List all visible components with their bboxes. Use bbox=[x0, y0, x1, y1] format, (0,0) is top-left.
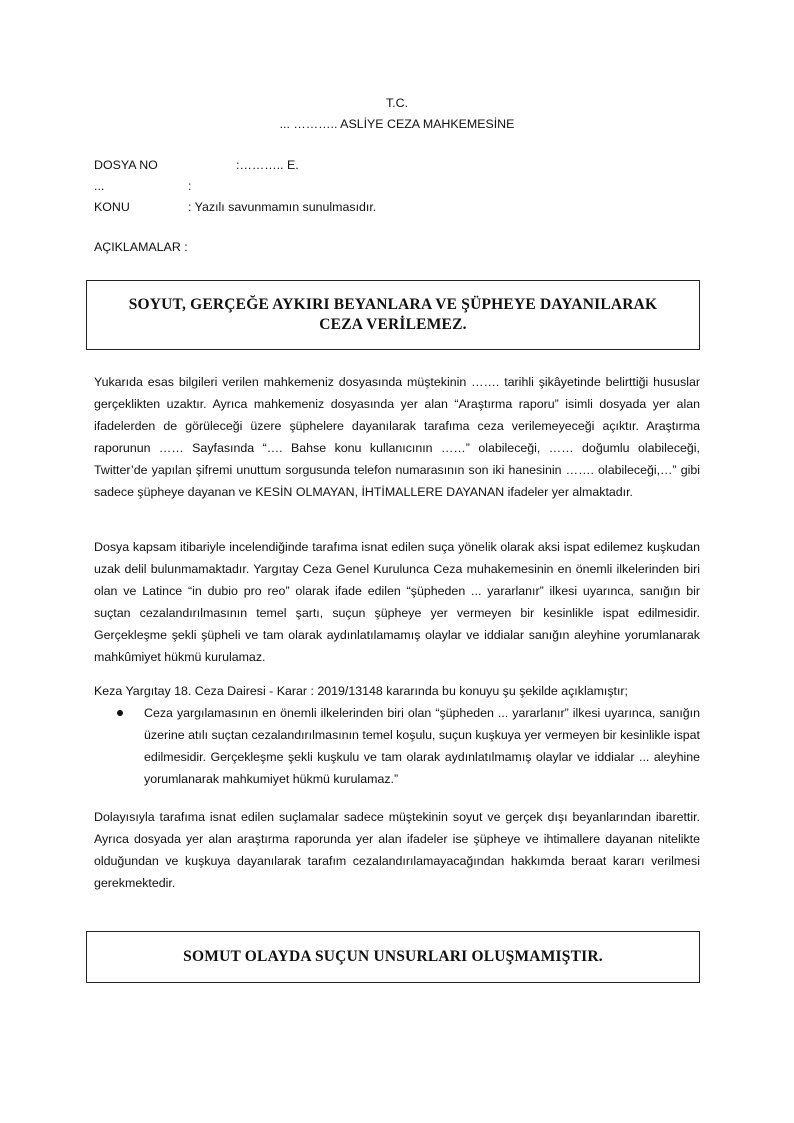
quote-text: Ceza yargılamasının en önemli ilkelerinden biri olan “şüpheden ... yararlanır” ilkesi uyarınca, sanığın üzerine atılı suçtan cezalandırılmasının temel koşulu, suçun kuşkuya yer vermeyen bir kesinlikle ispat edilmesidir. Gerçekleşme şekli kuşkulu ve tam olarak aydınlatılmamış olaylar ve iddialar ... aleyhine yorumlanarak mahkumiyet hükmü kurulamaz.” bbox=[144, 706, 700, 786]
section-title-box-2 bbox=[86, 931, 700, 983]
list-item bbox=[94, 702, 700, 790]
section-title: SOMUT OLAYDA SUÇUN UNSURLARI OLUŞMAMIŞTIR. bbox=[183, 948, 603, 965]
meta-label: KONU bbox=[94, 200, 130, 214]
paragraph-1: Yukarıda esas bilgileri verilen mahkemeniz dosyasında müştekinin ……. tarihli şikâyetinde belirttiği hususlar gerçeklikten uzaktır. Ayrıca mahkemeniz dosyasında yer alan “Araştırma raporu” isimli dosyada yer alan ifadelerden de görüleceği üzere şüphelere dayanılarak tarafıma ceza verilemeyeceği açıktır. Araştırma raporunun …… Sayfasında “…. Bahse konu kullanıcının ……” olabileceği, …… doğumlu olabileceği, Twitter’de yapılan şifremi unuttum sorgusunda telefon numarasının son iki hanesinin ……. olabileceği,…” gibi sadece şüpheye dayanan ve KESİN OLMAYAN, İHTİMALLERE DAYANAN ifadeler yer almaktadır. bbox=[94, 375, 700, 499]
paragraph-2: Dosya kapsam itibariyle incelendiğinde tarafıma isnat edilen suça yönelik olarak aksi ispat edilemez kuşkudan uzak delil bulunmamaktadır. Yargıtay Ceza Genel Kurulunca Ceza muhakemesinin en önemli ilkelerinden biri olan ve Latince “in dubio pro reo” olarak ifade edilen “şüpheden ... yararlanır” ilkesi uyarınca, sanığın bir suçtan cezalandırılmasının temel şartı, suçun şüpheye yer vermeyen bir kesinlikle ispat edilmesidir. Gerçekleşme şekli şüpheli ve tam olarak aydınlatılamamış olaylar ve iddialar sanığın aleyhine yorumlanarak mahkûmiyet hükmü kurulamaz. bbox=[94, 540, 700, 664]
header-court: ... ……….. ASLİYE CEZA MAHKEMESİNE bbox=[279, 117, 515, 131]
section-title: SOYUT, GERÇEĞE AYKIRI BEYANLARA VE ŞÜPHEYE DAYANILARAK CEZA VERİLEMEZ. bbox=[128, 296, 658, 333]
document-page: T.C. ... ……….. ASLİYE CEZA MAHKEMESİNE DOSYA NO :……….. E. ... : KONU : Yazılı savunmamın sunulmasıdır. AÇIKLAMALAR : SOYUT, GERÇEĞE AYKIRI BEYANLARA VE ŞÜPHEYE DAYANILARAK CEZA VERİLEMEZ. Yukarıda esas bilgileri verilen mahkemeniz dosyasında müştekinin ……. tarihli şikâyetinde belirttiği hususlar gerçeklikten uzaktır. Ayrıca mahkemeniz dosyasında yer alan “Araştırma raporu” isimli dosyada yer alan ifadelerden de görüleceği üzere şüphelere dayanılarak tarafıma ceza verilemeyeceği açıktır. Araştırma raporunun …… Sayfasında “…. Bahse konu kullanıcının ……” olabileceği, …… doğumlu olabileceği, Twitter’de yapılan şifremi unuttum sorgusunda telefon numarasının son iki hanesinin ……. olabileceği,…” gibi sadece şüpheye dayanan ve KESİN OLMAYAN, İHTİMALLERE DAYANAN ifadeler yer almaktadır. Dosya kapsam itibariyle incelendiğinde tarafıma isnat edilen suça yönelik olarak aksi ispat edilemez kuşkudan uzak delil bulunmamaktadır. Yargıtay Ceza Genel Kurulunca Ceza muhakemesinin en önemli ilkelerinden biri olan ve Latince “in dubio pro reo” olarak ifade edilen “şüpheden ... yararlanır” ilkesi uyarınca, sanığın bir suçtan cezalandırılmasının temel şartı, suçun şüpheye yer vermeyen bir kesinlikle ispat edilmesidir. Gerçekleşme şekli şüpheli ve tam olarak aydınlatılamamış olaylar ve iddialar sanığın aleyhine yorumlanarak mahkûmiyet hükmü kurulamaz. Keza Yargıtay 18. Ceza Dairesi - Karar : 2019/13148 kararında bu konuyu şu şekilde açıklamıştır; Ceza yargılamasının en önemli ilkelerinden biri olan “şüpheden ... yararlanır” ilkesi uyarınca, sanığın üzerine atılı suçtan cezalandırılmasının temel koşulu, suçun kuşkuya yer vermeyen bir kesinlikle ispat edilmesidir. Gerçekleşme şekli kuşkulu ve tam olarak aydınlatılmamış olaylar ve iddialar ... aleyhine yorumlanarak mahkumiyet hükmü kurulamaz.” Dolayısıyla tarafıma isnat edilen suçlamalar sadece müştekinin soyut ve gerçek dışı beyanlarından ibarettir. Ayrıca dosyada yer alan araştırma raporunda yer alan ifadeler ise şüpheye ve ihtimallere dayanan nitelikte olduğundan ve kuşkuya dayanılarak tarafım cezalandırılamayacağından hakkımda beraat kararı verilmesi gerekmektedir. SOMUT OLAYDA SUÇUN UNSURLARI OLUŞMAMIŞTIR. bbox=[0, 0, 794, 1123]
header-tc: T.C. bbox=[385, 96, 409, 110]
meta-value: : Yazılı savunmamın sunulmasıdır. bbox=[188, 200, 377, 214]
paragraph-3: Keza Yargıtay 18. Ceza Dairesi - Karar : 2019/13148 kararında bu konuyu şu şekilde açıklamıştır; bbox=[94, 684, 628, 698]
quote-list bbox=[94, 702, 700, 790]
section-title-box-1 bbox=[86, 280, 700, 350]
meta-label: DOSYA NO bbox=[94, 158, 158, 172]
meta-value: : bbox=[188, 179, 192, 193]
meta-value: :……….. E. bbox=[236, 158, 299, 172]
bullet-icon bbox=[117, 710, 123, 716]
meta-label: ... bbox=[94, 179, 105, 193]
paragraph-4: Dolayısıyla tarafıma isnat edilen suçlamalar sadece müştekinin soyut ve gerçek dışı beyanlarından ibarettir. Ayrıca dosyada yer alan araştırma raporunda yer alan ifadeler ise şüpheye ve ihtimallere dayanan nitelikte olduğundan ve kuşkuya dayanılarak tarafım cezalandırılamayacağından hakkımda beraat kararı verilmesi gerekmektedir. bbox=[94, 810, 700, 890]
